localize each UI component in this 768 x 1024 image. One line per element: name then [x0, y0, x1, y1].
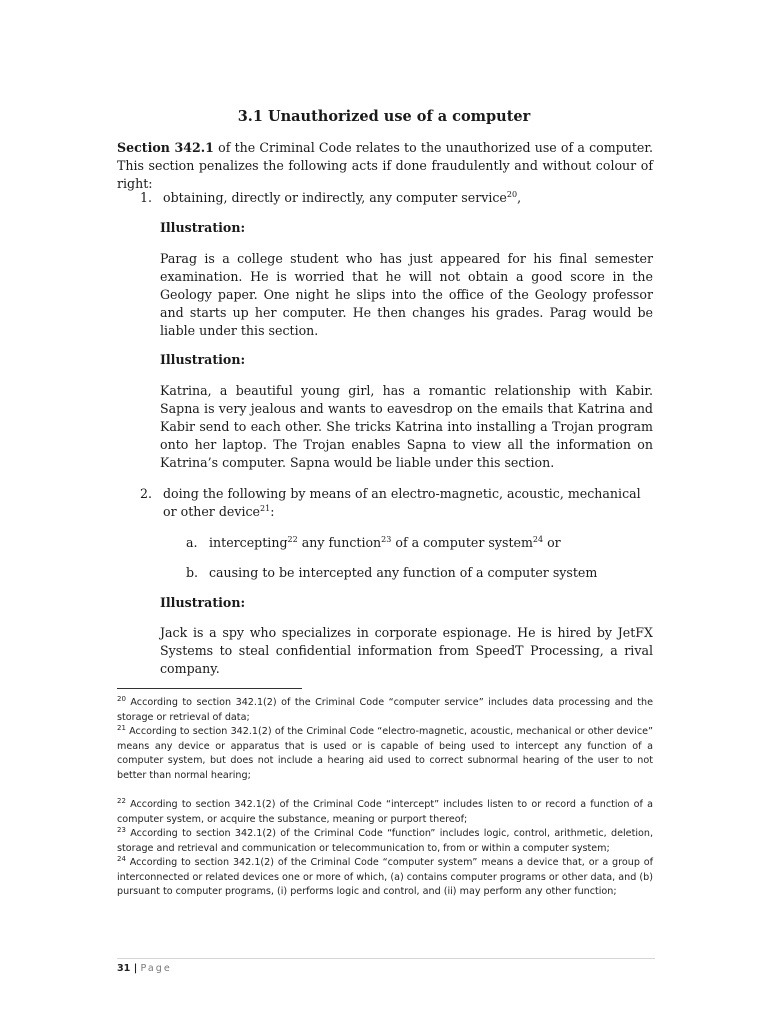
sub-item-text: causing to be intercepted any function of a computer system: [209, 565, 598, 580]
footnote-number: 22: [117, 796, 126, 805]
sub-item-text: any function: [297, 535, 382, 550]
footnote-text: According to section 342.1(2) of the Criminal Code “intercept” includes listen to or record a function of a computer system, or acquire the substance, meaning or purport thereof;: [117, 799, 653, 825]
footnote-ref: 24: [532, 534, 544, 544]
list-item-text: doing the following by means of an electro-magnetic, acoustic, mechanical or other device: [163, 486, 641, 519]
list-item-tail: ,: [517, 190, 522, 205]
footnote-20: [117, 696, 653, 725]
intro-text: of the Criminal Code relates to the unauthorized use of a computer. This section penalizes the following acts if done fraudulently and without colour of right:: [117, 140, 653, 191]
illustration-paragraph: Parag is a college student who has just appeared for his final semester examination. He is worried that he will not obtain a good score in the Geology paper. One night he slips into the office of the Geology professor and starts up her computer. He then changes his grades. Parag would be liable under this section.: [160, 251, 653, 338]
footnote-22: [117, 798, 653, 827]
list-number: 1.: [140, 190, 153, 205]
sub-item-letter: b.: [186, 565, 199, 580]
sub-item-text: or: [543, 535, 561, 550]
page-label: Page: [140, 963, 172, 974]
illustration-heading: Illustration:: [160, 220, 246, 235]
list-number: 2.: [140, 486, 153, 501]
footnote-text: According to section 342.1(2) of the Criminal Code “electro-magnetic, acoustic, mechanical or other device” means any device or apparatus that is used or is capable of being used to intercept any function of a computer system, but does not include a hearing aid used to correct subnormal hearing of the user to not better than normal hearing;: [117, 726, 653, 781]
illustration-paragraph: Katrina, a beautiful young girl, has a romantic relationship with Kabir. Sapna is very jealous and wants to eavesdrop on the emails that Katrina and Kabir send to each other. She tricks Katrina into installing a Trojan program onto her laptop. The Trojan enables Sapna to view all the information on Katrina’s computer. Sapna would be liable under this section.: [160, 383, 653, 470]
section-title: 3.1 Unauthorized use of a computer: [237, 108, 531, 125]
sub-item-b: [186, 564, 653, 582]
footnote-23: [117, 827, 653, 856]
footnote-ref: 23: [381, 534, 392, 544]
page-footer: [117, 963, 172, 974]
footnote-text: According to section 342.1(2) of the Criminal Code “computer system” means a device that, or a group of interconnected or related devices one or more of which, (a) contains computer programs or other data, and (b) pursuant to computer programs, (i) performs logic and control, and (ii) may perform any other function;: [117, 857, 653, 897]
sub-item-text: of a computer system: [391, 535, 533, 550]
intro-paragraph: [117, 139, 653, 193]
list-item-2: [140, 485, 653, 521]
list-item-1: [140, 189, 653, 207]
footnote-number: 23: [117, 825, 126, 834]
sub-item-a: [186, 534, 653, 552]
footnote-number: 20: [117, 694, 126, 703]
footnote-number: 24: [117, 854, 126, 863]
footnote-ref: 20: [506, 189, 518, 199]
page-number: 31: [117, 963, 131, 974]
footnote-ref: 22: [287, 534, 298, 544]
illustration-heading: Illustration:: [160, 352, 246, 367]
footnote-separator: [117, 688, 302, 689]
page-separator: |: [130, 963, 141, 974]
footnote-number: 21: [117, 723, 126, 732]
footnote-ref: 21: [260, 503, 271, 513]
illustration-heading: Illustration:: [160, 595, 246, 610]
list-item-text: obtaining, directly or indirectly, any computer service: [163, 190, 507, 205]
footnote-text: According to section 342.1(2) of the Criminal Code “computer service” includes data processing and the storage or retrieval of data;: [117, 697, 653, 723]
list-item-tail: :: [270, 504, 275, 519]
footnote-24: [117, 856, 653, 900]
footer-divider: [117, 958, 655, 959]
sub-item-text: intercepting: [209, 535, 288, 550]
footnote-text: According to section 342.1(2) of the Criminal Code “function” includes logic, control, arithmetic, deletion, storage and retrieval and communication or telecommunication to, from or within a computer system;: [117, 828, 653, 854]
sub-item-letter: a.: [186, 535, 198, 550]
illustration-paragraph: Jack is a spy who specializes in corporate espionage. He is hired by JetFX Systems to steal confidential information from SpeedT Processing, a rival company.: [160, 625, 653, 676]
footnote-21: [117, 725, 653, 783]
section-reference: Section 342.1: [117, 140, 214, 155]
